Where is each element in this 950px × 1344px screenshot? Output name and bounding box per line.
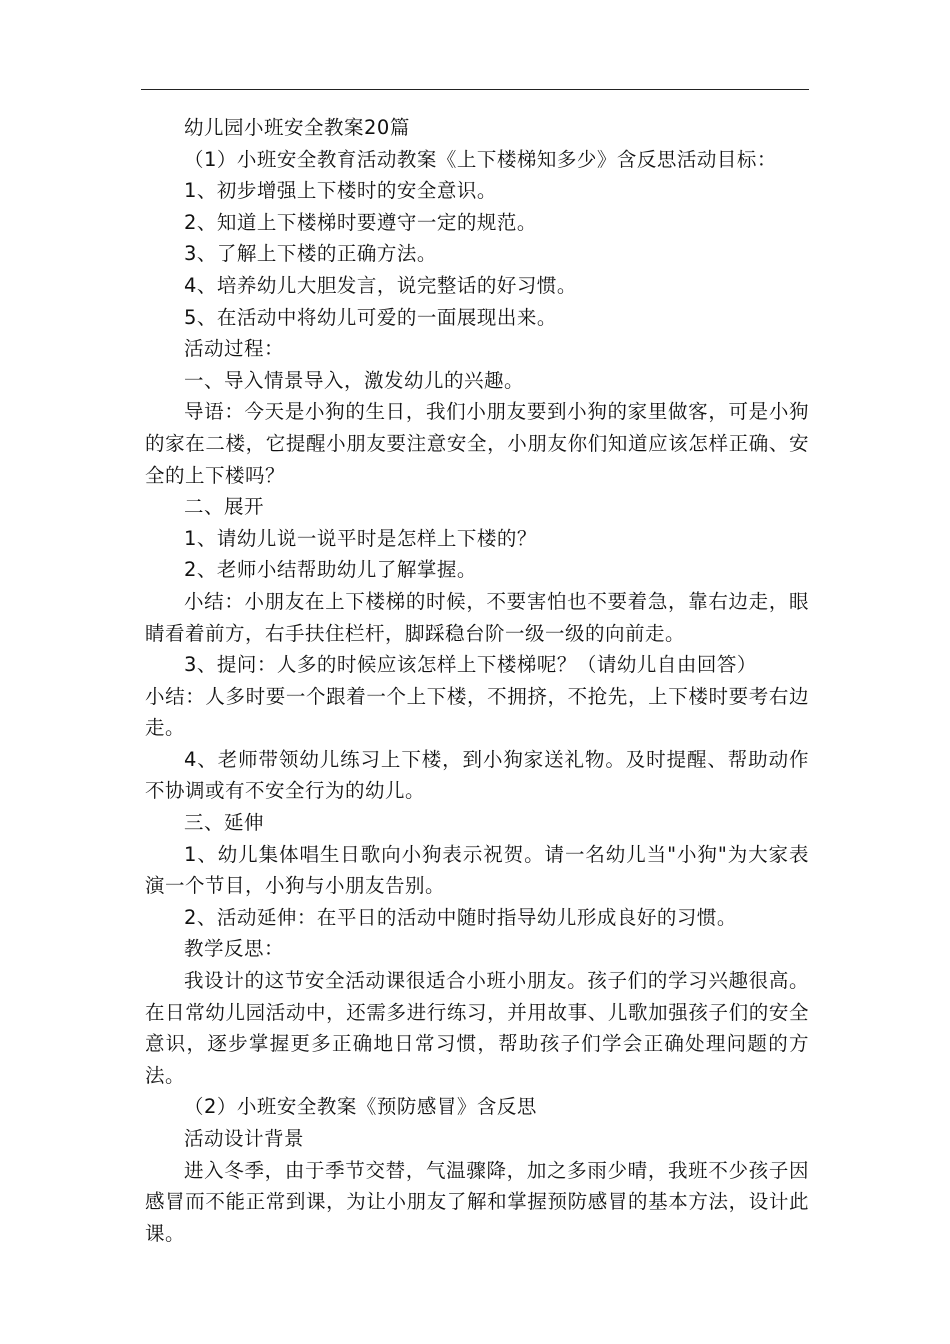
paragraph: 1、初步增强上下楼时的安全意识。 [184,179,497,203]
paragraph: 1、幼儿集体唱生日歌向小狗表示祝贺。请一名幼儿当"小狗"为大家表演一个节目，小狗与小朋友告别。 [145,842,809,898]
paragraph: 1、请幼儿说一说平时是怎样上下楼的？ [184,526,537,550]
paragraph: 3、提问：人多的时候应该怎样上下楼梯呢？（请幼儿自由回答） [184,653,757,677]
paragraph: 进入冬季，由于季节交替，气温骤降，加之多雨少晴，我班不少孩子因感冒而不能正常到课，为让小朋友了解和掌握预防感冒的基本方法，设计此课。 [145,1158,809,1245]
paragraph: （2）小班安全教案《预防感冒》含反思 [184,1095,537,1119]
paragraph: 活动设计背景 [184,1127,305,1150]
paragraph: 4、培养幼儿大胆发言，说完整话的好习惯。 [184,273,577,297]
paragraph: 一、导入情景导入，激发幼儿的兴趣。 [184,368,525,392]
paragraph: 我设计的这节安全活动课很适合小班小朋友。孩子们的学习兴趣很高。在日常幼儿园活动中，还需多进行练习，并用故事、儿歌加强孩子们的安全意识，逐步掌握更多正确地日常习惯，帮助孩子们学会正确处理问题的方法。 [145,969,809,1087]
paragraph: 教学反思： [184,937,285,961]
paragraph: 幼儿园小班安全教案20篇 [184,116,410,139]
paragraph: 4、老师带领幼儿练习上下楼，到小狗家送礼物。及时提醒、帮助动作不协调或有不安全行为的幼儿。 [145,747,809,803]
paragraph: 5、在活动中将幼儿可爱的一面展现出来。 [184,305,557,329]
paragraph: 2、知道上下楼梯时要遵守一定的规范。 [184,210,537,234]
paragraph: 活动过程： [184,337,285,361]
paragraph: 三、延伸 [184,811,265,835]
paragraph: 二、展开 [184,495,265,519]
paragraph: 2、活动延伸：在平日的活动中随时指导幼儿形成良好的习惯。 [184,905,737,929]
document-body [145,112,809,1249]
paragraph: 小结：小朋友在上下楼梯的时候，不要害怕也不要着急，靠右边走，眼睛看着前方，右手扶住栏杆，脚踩稳台阶一级一级的向前走。 [145,589,809,645]
paragraph: 导语：今天是小狗的生日，我们小朋友要到小狗的家里做客，可是小狗的家在二楼，它提醒小朋友要注意安全，小朋友你们知道应该怎样正确、安全的上下楼吗？ [145,400,809,487]
header-rule [141,89,809,90]
paragraph: （1）小班安全教育活动教案《上下楼梯知多少》含反思活动目标： [184,147,777,171]
paragraph: 3、了解上下楼的正确方法。 [184,242,437,266]
paragraph: 2、老师小结帮助幼儿了解掌握。 [184,558,477,582]
paragraph: 小结：人多时要一个跟着一个上下楼，不拥挤，不抢先，上下楼时要考右边走。 [145,684,809,740]
